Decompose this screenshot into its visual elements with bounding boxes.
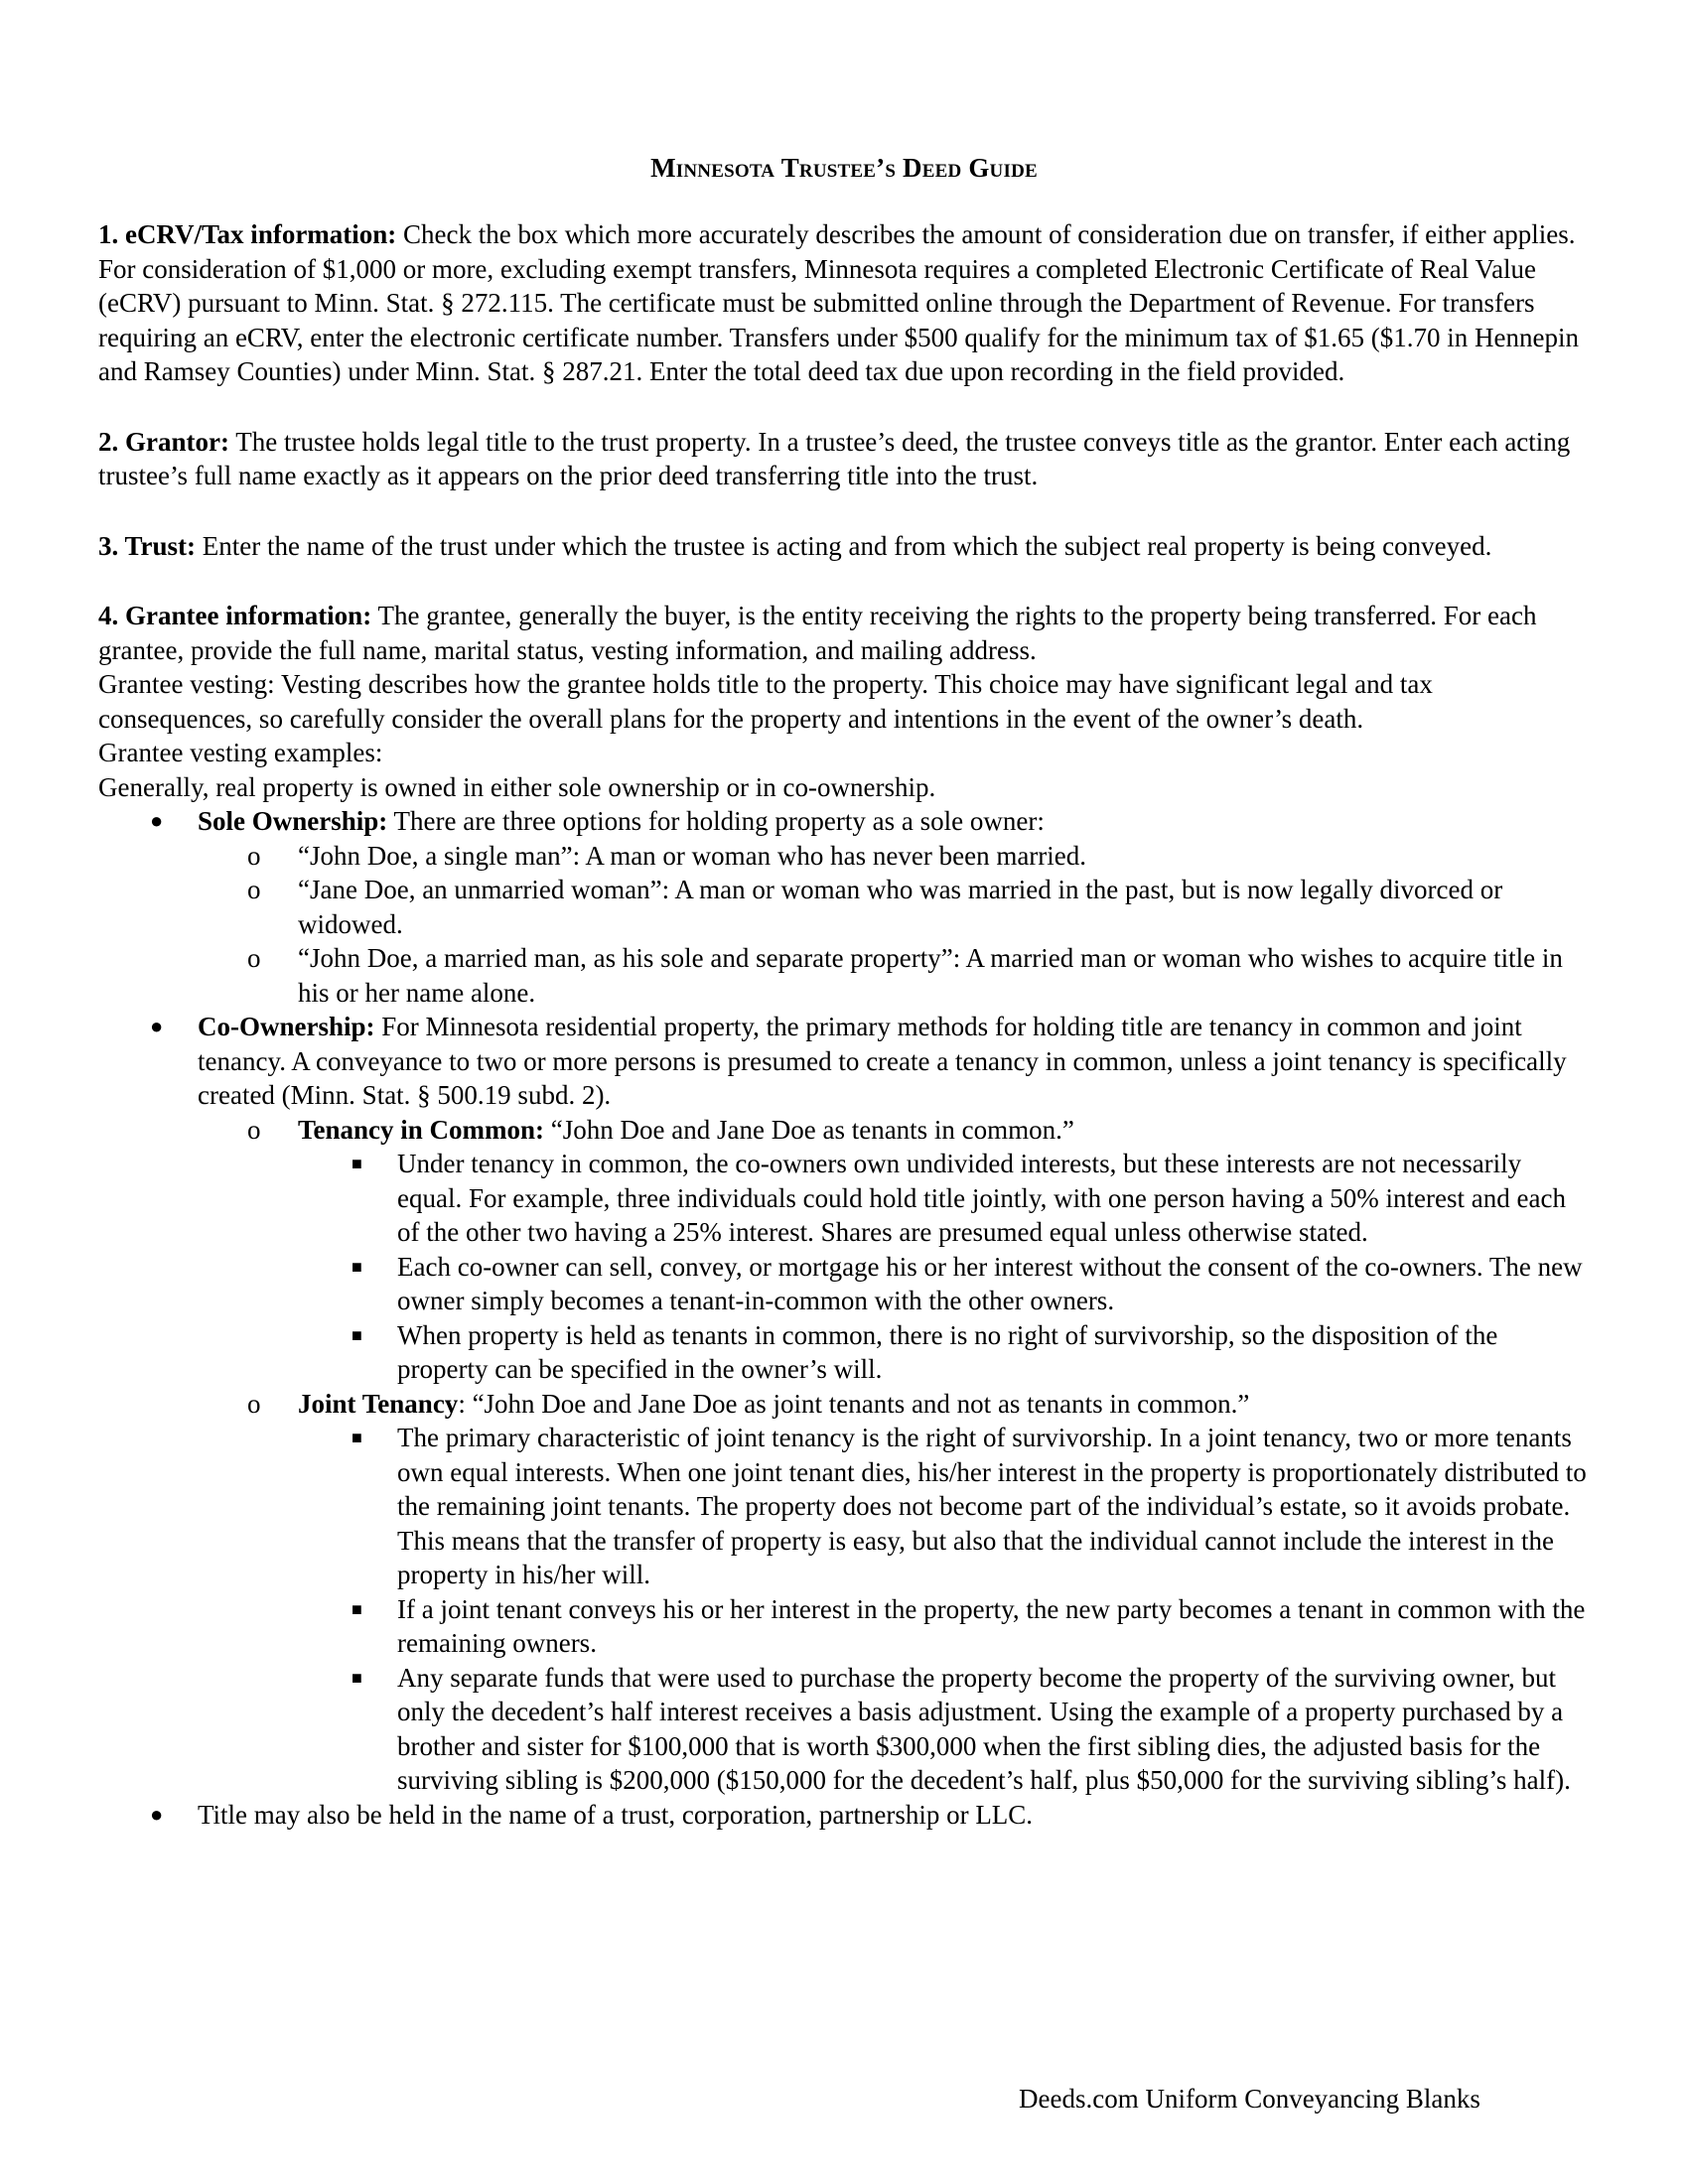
- item-text: “John Doe, a married man, as his sole and separate property”: A married man or woman who wishes to acquire title in his or her name alone.: [298, 943, 1563, 1008]
- list-item: [98, 1318, 1593, 1387]
- ownership-intro: Generally, real property is owned in either sole ownership or in co-ownership.: [98, 771, 936, 802]
- section-heading: 4. Grantee information:: [98, 601, 372, 630]
- item-label: Sole Ownership:: [198, 806, 388, 836]
- list-item: [98, 873, 1593, 941]
- circle-bullet-icon: o: [247, 1388, 261, 1419]
- square-bullet-icon: ■: [352, 1154, 362, 1173]
- list-item: [98, 1421, 1593, 1592]
- page-title: Minnesota Trustee’s Deed Guide: [650, 153, 1038, 183]
- list-item-tenancy-in-common: [98, 1113, 1593, 1148]
- section-heading: 2. Grantor:: [98, 426, 229, 457]
- item-text: Each co-owner can sell, convey, or mortgage his or her interest without the consent of the co-owners. The new owner simply becomes a tenant-in-common with the other owners.: [397, 1251, 1583, 1315]
- item-text: Title may also be held in the name of a trust, corporation, partnership or LLC.: [198, 1799, 1034, 1830]
- section-text: The grantee, generally the buyer, is the entity receiving the rights to the property being transferred. For each grantee, provide the full name, marital status, vesting information, and mailing address.: [98, 601, 1537, 665]
- section-text: Check the box which more accurately describes the amount of consideration due on transfer, if either applies. For consideration of $1,000 or more, excluding exempt transfers, Minnesota requires a completed Electronic Certificate of Real Value (eCRV) pursuant to Minn. Stat. § 272.115. The certificate must be submitted online through the Department of Revenue. For transfers requiring an eCRV, enter the electronic certificate number. Transfers under $500 qualify for the minimum tax of $1.65 ($1.70 in Hennepin and Ramsey Counties) under Minn. Stat. § 287.21. Enter the total deed tax due upon recording in the field provided.: [98, 219, 1579, 386]
- item-label: Co-Ownership:: [198, 1012, 375, 1041]
- bullet-icon: ●: [150, 808, 164, 833]
- bullet-icon: ●: [150, 1801, 164, 1827]
- section-heading: 1. eCRV/Tax information:: [98, 219, 397, 249]
- circle-bullet-icon: o: [247, 1114, 261, 1145]
- section-grantee: [98, 599, 1593, 667]
- item-text: “John Doe, a single man”: A man or woman who has never been married.: [298, 840, 1087, 871]
- section-text: The trustee holds legal title to the trust property. In a trustee’s deed, the trustee conveys title as the grantor. Enter each acting trustee’s full name exactly as it appears on the prior deed transferring title into the trust.: [98, 426, 1571, 490]
- item-text: For Minnesota residential property, the primary methods for holding title are tenancy in common and joint tenancy. A conveyance to two or more persons is presumed to create a tenancy in common, unless a joint tenancy is specifically created (Minn. Stat. § 500.19 subd. 2).: [198, 1012, 1567, 1110]
- item-text: The primary characteristic of joint tenancy is the right of survivorship. In a joint tenancy, two or more tenants own equal interests. When one joint tenant dies, his/her interest in the property is proportionately distributed to the remaining joint tenants. The property does not become part of the individual’s estate, so it avoids probate. This means that the transfer of property is easy, but also that the individual cannot include the interest in the property in his/her will.: [397, 1423, 1587, 1589]
- list-item-co-ownership: [98, 1010, 1593, 1113]
- section-ecrv: [98, 217, 1593, 389]
- square-bullet-icon: ■: [352, 1256, 362, 1277]
- list-item: [98, 1592, 1593, 1661]
- list-item: [98, 1147, 1593, 1250]
- list-item-sole-ownership: [98, 804, 1593, 839]
- item-text: : “John Doe and Jane Doe as joint tenants and not as tenants in common.”: [458, 1388, 1250, 1419]
- square-bullet-icon: ■: [352, 1324, 362, 1345]
- grantee-vesting: Grantee vesting: Vesting describes how the grantee holds title to the property. This choice may have significant legal and tax consequences, so carefully consider the overall plans for the property and intentions in the event of the owner’s death.: [98, 669, 1433, 734]
- circle-bullet-icon: o: [247, 840, 261, 871]
- item-text: If a joint tenant conveys his or her interest in the property, the new party becomes a tenant in common with the remaining owners.: [397, 1593, 1586, 1658]
- item-label: Joint Tenancy: [298, 1388, 459, 1419]
- section-heading: 3. Trust:: [98, 530, 197, 561]
- square-bullet-icon: ■: [352, 1667, 362, 1688]
- item-text: When property is held as tenants in common, there is no right of survivorship, so the disposition of the property can be specified in the owner’s will.: [397, 1319, 1498, 1384]
- item-text: Under tenancy in common, the co-owners own undivided interests, but these interests are not necessarily equal. For example, three individuals could hold title jointly, with one person having a 50% interest and each of the other two having a 25% interest. Shares are presumed equal unless otherwise stated.: [397, 1149, 1566, 1247]
- list-item: [98, 1661, 1593, 1798]
- circle-bullet-icon: o: [247, 943, 261, 973]
- item-text: “John Doe and Jane Doe as tenants in common.”: [544, 1114, 1074, 1145]
- footer-text: Deeds.com Uniform Conveyancing Blanks: [1019, 2084, 1480, 2114]
- section-trust: [98, 529, 1593, 564]
- list-item: [98, 941, 1593, 1010]
- item-text: “Jane Doe, an unmarried woman”: A man or woman who was married in the past, but is now legally divorced or widowed.: [298, 875, 1503, 939]
- square-bullet-icon: ■: [352, 1428, 362, 1447]
- list-item: [98, 1250, 1593, 1318]
- list-item-joint-tenancy: [98, 1387, 1593, 1422]
- square-bullet-icon: ■: [352, 1598, 362, 1619]
- list-item: [98, 839, 1593, 874]
- list-item-other-entities: [98, 1798, 1593, 1833]
- circle-bullet-icon: o: [247, 875, 261, 904]
- item-label: Tenancy in Common:: [298, 1114, 545, 1145]
- vesting-examples-label: Grantee vesting examples:: [98, 738, 383, 767]
- item-text: Any separate funds that were used to purchase the property become the property of the surviving owner, but only the decedent’s half interest receives a basis adjustment. Using the example of a property purchased by a brother and sister for $100,000 that is worth $300,000 when the first sibling dies, the adjusted basis for the surviving sibling is $200,000 ($150,000 for the decedent’s half, plus $50,000 for the surviving sibling’s half).: [397, 1662, 1571, 1795]
- bullet-icon: ●: [150, 1014, 164, 1038]
- item-text: There are three options for holding property as a sole owner:: [387, 806, 1045, 836]
- section-text: Enter the name of the trust under which the trustee is acting and from which the subject real property is being conveyed.: [196, 530, 1492, 561]
- guide-content: [98, 217, 1593, 1832]
- section-grantor: [98, 425, 1593, 493]
